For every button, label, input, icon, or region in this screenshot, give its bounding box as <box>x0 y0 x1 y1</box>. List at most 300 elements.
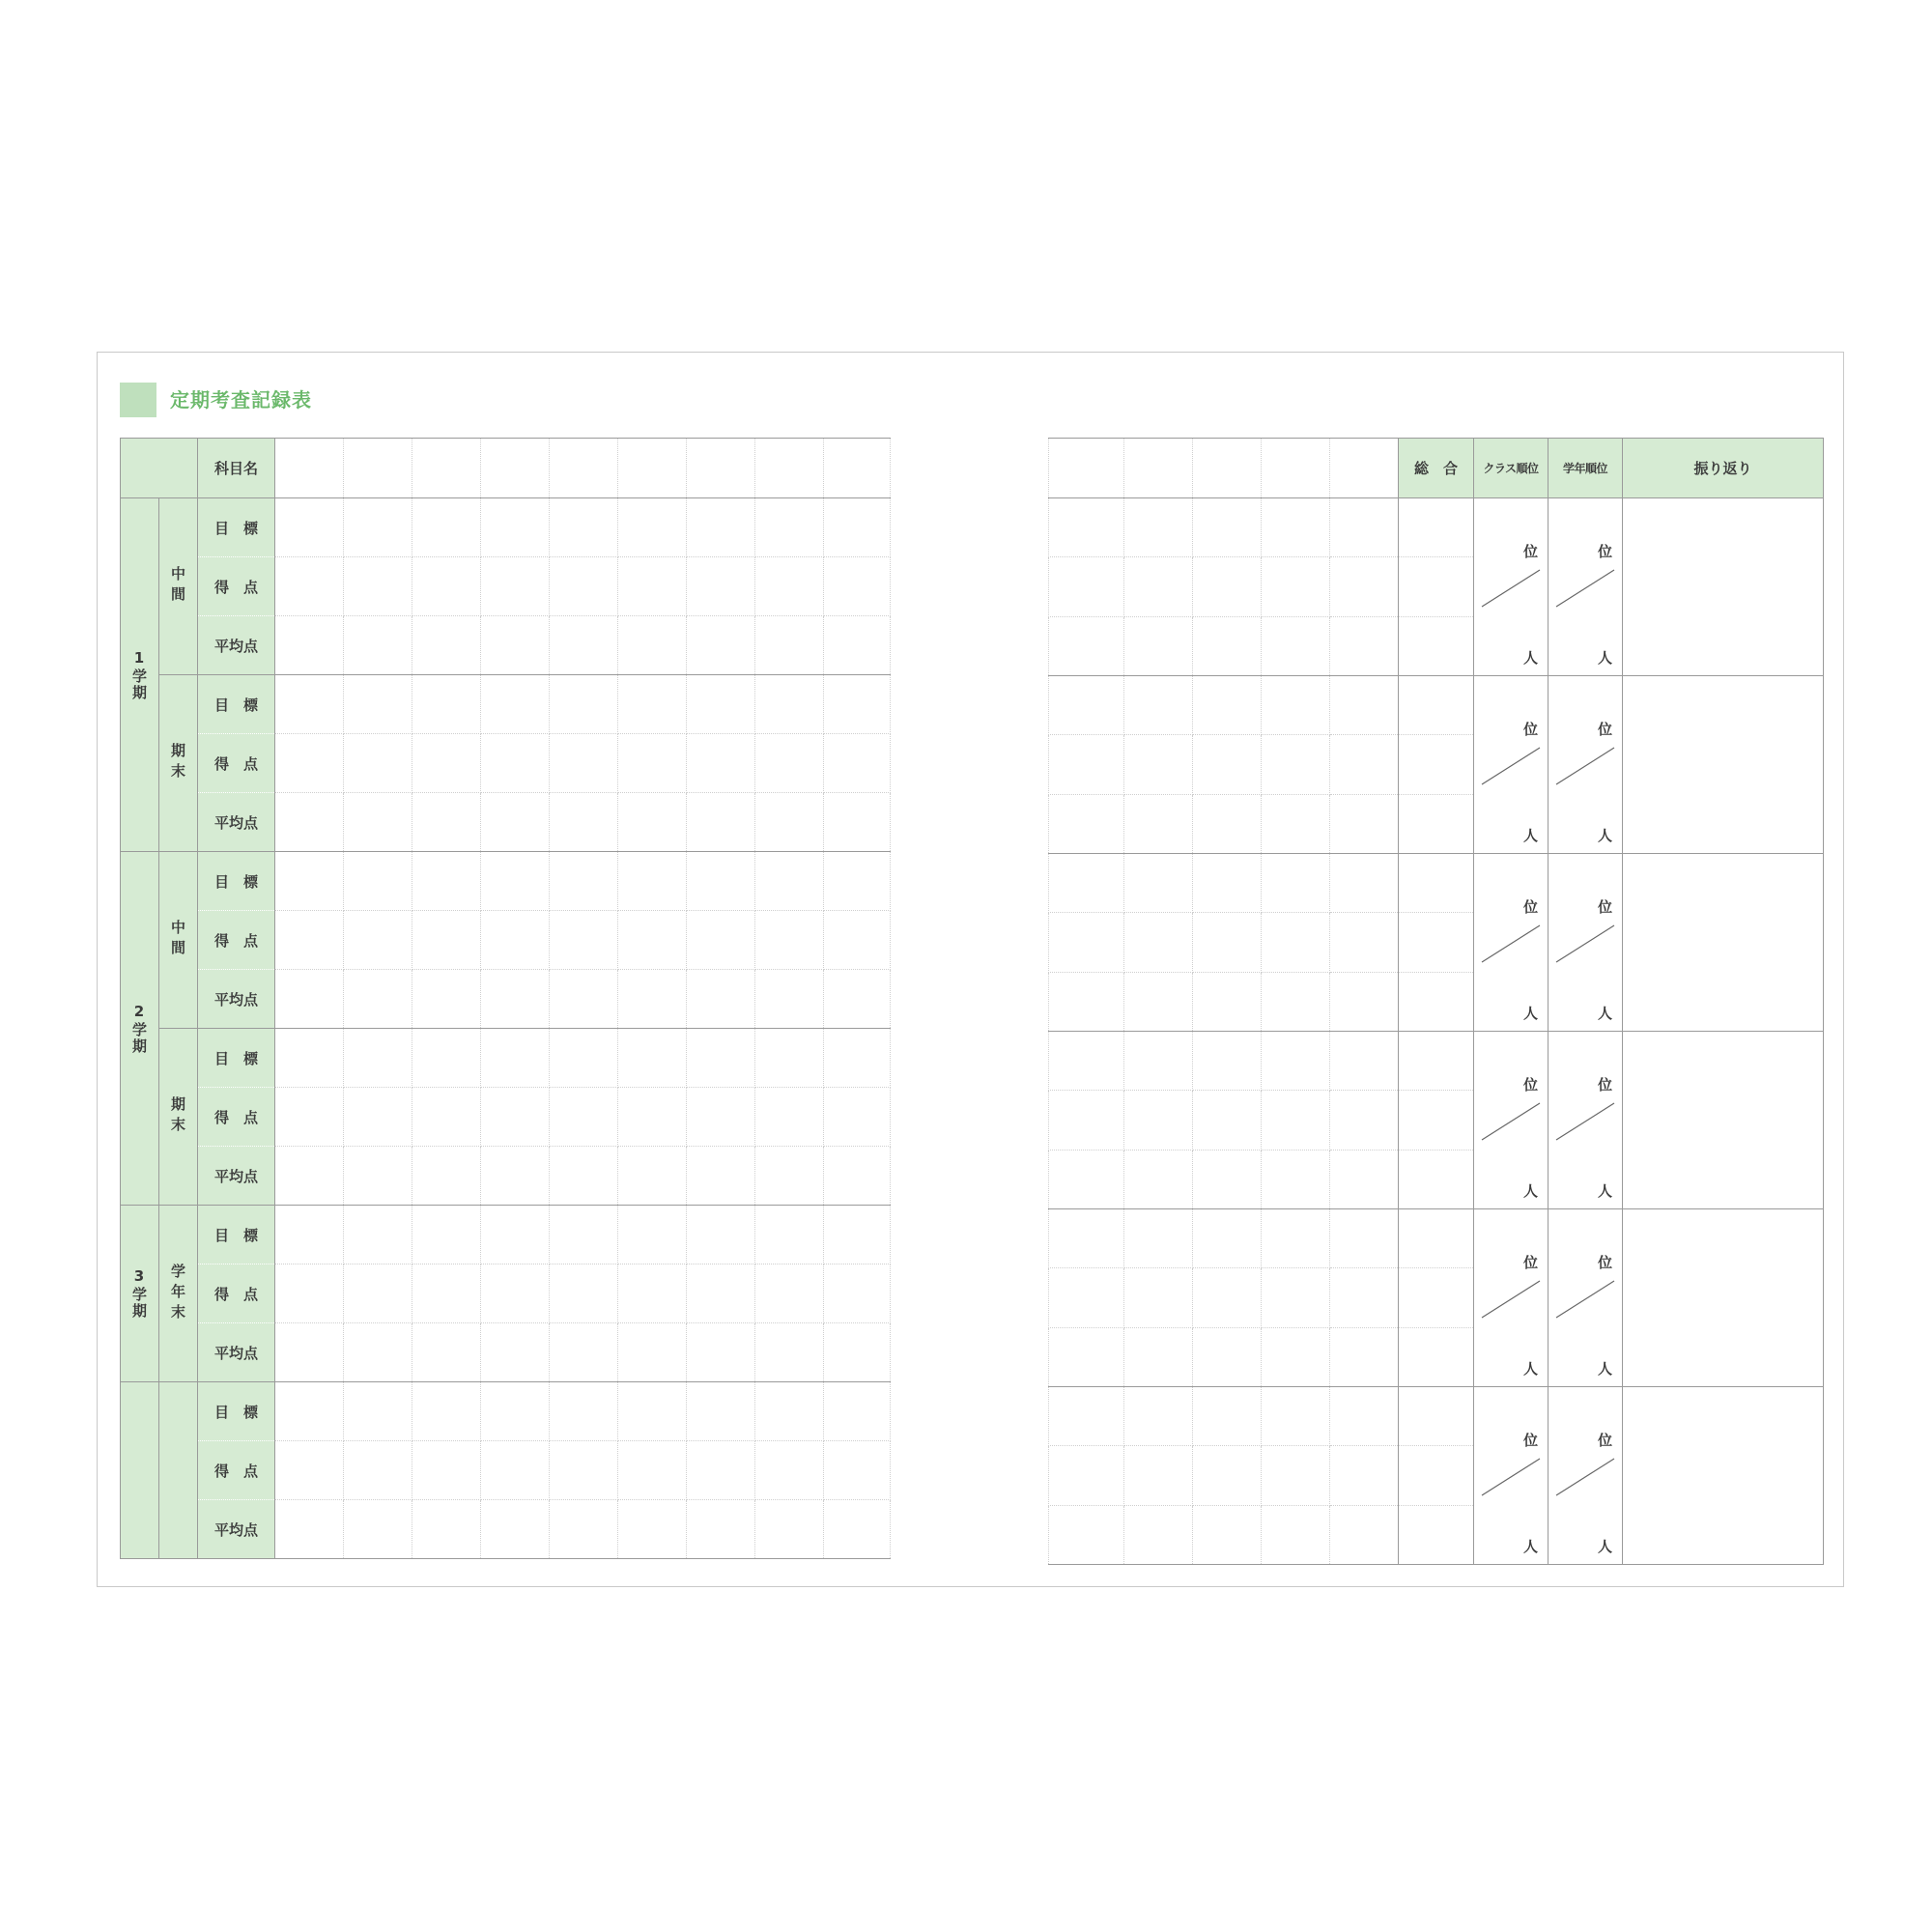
score-cell[interactable] <box>1193 557 1262 616</box>
score-cell[interactable] <box>824 1264 891 1323</box>
score-cell[interactable] <box>1193 913 1262 972</box>
score-cell[interactable] <box>1049 1091 1124 1150</box>
score-cell[interactable] <box>618 793 687 852</box>
score-cell[interactable] <box>344 1441 412 1500</box>
score-cell[interactable] <box>687 911 755 970</box>
score-cell[interactable] <box>1262 1387 1330 1446</box>
score-cell[interactable] <box>1262 972 1330 1031</box>
score-cell[interactable] <box>1193 498 1262 557</box>
score-cell[interactable] <box>481 1088 550 1147</box>
score-cell[interactable] <box>1262 1209 1330 1268</box>
score-cell[interactable] <box>275 852 344 911</box>
score-cell[interactable] <box>1124 735 1193 794</box>
total-score-cell[interactable] <box>1399 1387 1474 1446</box>
subject-name-input[interactable] <box>481 439 550 498</box>
score-cell[interactable] <box>1193 1150 1262 1208</box>
score-cell[interactable] <box>481 1382 550 1441</box>
class-rank-cell[interactable] <box>1474 1032 1548 1209</box>
score-cell[interactable] <box>824 1500 891 1559</box>
score-cell[interactable] <box>1262 735 1330 794</box>
score-cell[interactable] <box>755 1264 824 1323</box>
score-cell[interactable] <box>618 675 687 734</box>
score-cell[interactable] <box>1262 1327 1330 1386</box>
score-cell[interactable] <box>481 852 550 911</box>
score-cell[interactable] <box>618 970 687 1029</box>
score-cell[interactable] <box>275 1323 344 1382</box>
score-cell[interactable] <box>1049 854 1124 913</box>
score-cell[interactable] <box>618 616 687 675</box>
subject-name-input[interactable] <box>412 439 481 498</box>
score-cell[interactable] <box>1049 735 1124 794</box>
total-score-cell[interactable] <box>1399 913 1474 972</box>
score-cell[interactable] <box>687 1382 755 1441</box>
score-cell[interactable] <box>1193 735 1262 794</box>
score-cell[interactable] <box>618 1029 687 1088</box>
score-cell[interactable] <box>618 498 687 557</box>
score-cell[interactable] <box>1124 1032 1193 1091</box>
score-cell[interactable] <box>1262 794 1330 853</box>
score-cell[interactable] <box>412 498 481 557</box>
score-cell[interactable] <box>1049 1150 1124 1208</box>
score-cell[interactable] <box>275 1206 344 1264</box>
score-cell[interactable] <box>275 970 344 1029</box>
score-cell[interactable] <box>824 1088 891 1147</box>
score-cell[interactable] <box>1193 676 1262 735</box>
score-cell[interactable] <box>1193 1505 1262 1564</box>
score-cell[interactable] <box>824 1206 891 1264</box>
score-cell[interactable] <box>275 616 344 675</box>
score-cell[interactable] <box>755 911 824 970</box>
grade-rank-cell[interactable] <box>1548 1209 1623 1387</box>
score-cell[interactable] <box>550 793 618 852</box>
score-cell[interactable] <box>275 734 344 793</box>
score-cell[interactable] <box>755 793 824 852</box>
score-cell[interactable] <box>1262 1150 1330 1208</box>
score-cell[interactable] <box>1124 913 1193 972</box>
score-cell[interactable] <box>1124 1327 1193 1386</box>
score-cell[interactable] <box>1262 616 1330 675</box>
score-cell[interactable] <box>412 911 481 970</box>
score-cell[interactable] <box>1262 1446 1330 1505</box>
total-score-cell[interactable] <box>1399 676 1474 735</box>
score-cell[interactable] <box>1049 1505 1124 1564</box>
score-cell[interactable] <box>550 675 618 734</box>
score-cell[interactable] <box>618 852 687 911</box>
class-rank-cell[interactable] <box>1474 498 1548 676</box>
reflection-cell[interactable] <box>1623 1387 1824 1565</box>
score-cell[interactable] <box>1193 1446 1262 1505</box>
score-cell[interactable] <box>344 1500 412 1559</box>
score-cell[interactable] <box>1049 616 1124 675</box>
score-cell[interactable] <box>275 675 344 734</box>
grade-rank-cell[interactable] <box>1548 1387 1623 1565</box>
score-cell[interactable] <box>1049 794 1124 853</box>
score-cell[interactable] <box>550 970 618 1029</box>
reflection-cell[interactable] <box>1623 854 1824 1032</box>
score-cell[interactable] <box>755 1088 824 1147</box>
score-cell[interactable] <box>412 1147 481 1206</box>
subject-name-input[interactable] <box>1330 439 1399 498</box>
score-cell[interactable] <box>1330 557 1399 616</box>
score-cell[interactable] <box>1049 1446 1124 1505</box>
score-cell[interactable] <box>275 1441 344 1500</box>
score-cell[interactable] <box>1330 616 1399 675</box>
score-cell[interactable] <box>687 1147 755 1206</box>
score-cell[interactable] <box>344 734 412 793</box>
score-cell[interactable] <box>1193 1091 1262 1150</box>
score-cell[interactable] <box>344 970 412 1029</box>
subject-name-input[interactable] <box>824 439 891 498</box>
score-cell[interactable] <box>824 675 891 734</box>
score-cell[interactable] <box>1193 972 1262 1031</box>
score-cell[interactable] <box>275 1088 344 1147</box>
total-score-cell[interactable] <box>1399 1446 1474 1505</box>
score-cell[interactable] <box>755 1147 824 1206</box>
grade-rank-cell[interactable] <box>1548 854 1623 1032</box>
score-cell[interactable] <box>344 1264 412 1323</box>
score-cell[interactable] <box>1330 1091 1399 1150</box>
score-cell[interactable] <box>1193 1209 1262 1268</box>
score-cell[interactable] <box>550 1029 618 1088</box>
score-cell[interactable] <box>1330 1150 1399 1208</box>
score-cell[interactable] <box>687 970 755 1029</box>
score-cell[interactable] <box>1193 854 1262 913</box>
grade-rank-cell[interactable] <box>1548 498 1623 676</box>
score-cell[interactable] <box>1330 1268 1399 1327</box>
score-cell[interactable] <box>1049 676 1124 735</box>
score-cell[interactable] <box>412 1500 481 1559</box>
score-cell[interactable] <box>481 675 550 734</box>
score-cell[interactable] <box>550 852 618 911</box>
score-cell[interactable] <box>824 734 891 793</box>
score-cell[interactable] <box>412 1029 481 1088</box>
score-cell[interactable] <box>824 970 891 1029</box>
subject-name-input[interactable] <box>618 439 687 498</box>
score-cell[interactable] <box>344 1323 412 1382</box>
score-cell[interactable] <box>481 557 550 616</box>
score-cell[interactable] <box>1330 676 1399 735</box>
score-cell[interactable] <box>550 1147 618 1206</box>
score-cell[interactable] <box>550 557 618 616</box>
class-rank-cell[interactable] <box>1474 676 1548 854</box>
score-cell[interactable] <box>618 1264 687 1323</box>
score-cell[interactable] <box>1330 972 1399 1031</box>
score-cell[interactable] <box>344 793 412 852</box>
score-cell[interactable] <box>1049 972 1124 1031</box>
score-cell[interactable] <box>824 852 891 911</box>
total-score-cell[interactable] <box>1399 616 1474 675</box>
score-cell[interactable] <box>1124 676 1193 735</box>
score-cell[interactable] <box>412 616 481 675</box>
score-cell[interactable] <box>755 557 824 616</box>
score-cell[interactable] <box>618 734 687 793</box>
score-cell[interactable] <box>1049 1209 1124 1268</box>
score-cell[interactable] <box>755 1441 824 1500</box>
score-cell[interactable] <box>550 911 618 970</box>
score-cell[interactable] <box>550 1088 618 1147</box>
score-cell[interactable] <box>1049 1387 1124 1446</box>
score-cell[interactable] <box>824 1147 891 1206</box>
score-cell[interactable] <box>687 498 755 557</box>
score-cell[interactable] <box>1193 794 1262 853</box>
score-cell[interactable] <box>687 734 755 793</box>
subject-name-input[interactable] <box>550 439 618 498</box>
score-cell[interactable] <box>550 1382 618 1441</box>
subject-name-input[interactable] <box>687 439 755 498</box>
score-cell[interactable] <box>1330 913 1399 972</box>
score-cell[interactable] <box>1049 1032 1124 1091</box>
score-cell[interactable] <box>1193 1268 1262 1327</box>
score-cell[interactable] <box>550 1441 618 1500</box>
score-cell[interactable] <box>687 1088 755 1147</box>
subject-name-input[interactable] <box>275 439 344 498</box>
score-cell[interactable] <box>1262 854 1330 913</box>
score-cell[interactable] <box>481 1441 550 1500</box>
score-cell[interactable] <box>1193 616 1262 675</box>
score-cell[interactable] <box>481 793 550 852</box>
score-cell[interactable] <box>1330 1505 1399 1564</box>
score-cell[interactable] <box>344 1382 412 1441</box>
score-cell[interactable] <box>1330 498 1399 557</box>
score-cell[interactable] <box>1262 1032 1330 1091</box>
score-cell[interactable] <box>1049 1268 1124 1327</box>
score-cell[interactable] <box>687 1206 755 1264</box>
score-cell[interactable] <box>344 557 412 616</box>
score-cell[interactable] <box>412 1382 481 1441</box>
score-cell[interactable] <box>1193 1327 1262 1386</box>
score-cell[interactable] <box>412 734 481 793</box>
score-cell[interactable] <box>481 1323 550 1382</box>
score-cell[interactable] <box>1124 498 1193 557</box>
score-cell[interactable] <box>755 1500 824 1559</box>
score-cell[interactable] <box>1193 1032 1262 1091</box>
total-score-cell[interactable] <box>1399 794 1474 853</box>
score-cell[interactable] <box>687 616 755 675</box>
score-cell[interactable] <box>824 1029 891 1088</box>
score-cell[interactable] <box>1330 1209 1399 1268</box>
score-cell[interactable] <box>1330 1446 1399 1505</box>
reflection-cell[interactable] <box>1623 676 1824 854</box>
score-cell[interactable] <box>1330 854 1399 913</box>
score-cell[interactable] <box>481 1147 550 1206</box>
subject-name-input[interactable] <box>1049 439 1124 498</box>
score-cell[interactable] <box>618 1382 687 1441</box>
score-cell[interactable] <box>1330 735 1399 794</box>
total-score-cell[interactable] <box>1399 972 1474 1031</box>
score-cell[interactable] <box>1262 913 1330 972</box>
score-cell[interactable] <box>618 911 687 970</box>
class-rank-cell[interactable] <box>1474 1387 1548 1565</box>
score-cell[interactable] <box>344 852 412 911</box>
score-cell[interactable] <box>824 1382 891 1441</box>
score-cell[interactable] <box>755 970 824 1029</box>
total-score-cell[interactable] <box>1399 735 1474 794</box>
score-cell[interactable] <box>755 852 824 911</box>
score-cell[interactable] <box>1330 1387 1399 1446</box>
total-score-cell[interactable] <box>1399 1032 1474 1091</box>
subject-name-input[interactable] <box>1262 439 1330 498</box>
score-cell[interactable] <box>824 1441 891 1500</box>
score-cell[interactable] <box>1124 1268 1193 1327</box>
score-cell[interactable] <box>344 1147 412 1206</box>
score-cell[interactable] <box>344 911 412 970</box>
score-cell[interactable] <box>275 1264 344 1323</box>
subject-name-input[interactable] <box>1193 439 1262 498</box>
score-cell[interactable] <box>1262 1091 1330 1150</box>
score-cell[interactable] <box>275 1500 344 1559</box>
subject-name-input[interactable] <box>1124 439 1193 498</box>
score-cell[interactable] <box>618 557 687 616</box>
score-cell[interactable] <box>412 793 481 852</box>
score-cell[interactable] <box>275 1382 344 1441</box>
reflection-cell[interactable] <box>1623 1209 1824 1387</box>
score-cell[interactable] <box>550 1323 618 1382</box>
score-cell[interactable] <box>1124 972 1193 1031</box>
score-cell[interactable] <box>1330 1032 1399 1091</box>
score-cell[interactable] <box>824 616 891 675</box>
score-cell[interactable] <box>1262 557 1330 616</box>
score-cell[interactable] <box>755 1206 824 1264</box>
score-cell[interactable] <box>687 1441 755 1500</box>
score-cell[interactable] <box>824 793 891 852</box>
score-cell[interactable] <box>687 852 755 911</box>
score-cell[interactable] <box>344 1206 412 1264</box>
reflection-cell[interactable] <box>1623 498 1824 676</box>
score-cell[interactable] <box>618 1441 687 1500</box>
score-cell[interactable] <box>1193 1387 1262 1446</box>
score-cell[interactable] <box>275 1147 344 1206</box>
score-cell[interactable] <box>481 1500 550 1559</box>
score-cell[interactable] <box>412 1264 481 1323</box>
grade-rank-cell[interactable] <box>1548 676 1623 854</box>
score-cell[interactable] <box>1124 557 1193 616</box>
score-cell[interactable] <box>755 616 824 675</box>
class-rank-cell[interactable] <box>1474 854 1548 1032</box>
score-cell[interactable] <box>550 734 618 793</box>
score-cell[interactable] <box>481 734 550 793</box>
score-cell[interactable] <box>344 675 412 734</box>
grade-rank-cell[interactable] <box>1548 1032 1623 1209</box>
subject-name-input[interactable] <box>344 439 412 498</box>
score-cell[interactable] <box>481 1206 550 1264</box>
score-cell[interactable] <box>1330 794 1399 853</box>
score-cell[interactable] <box>481 1264 550 1323</box>
score-cell[interactable] <box>618 1088 687 1147</box>
score-cell[interactable] <box>824 498 891 557</box>
score-cell[interactable] <box>618 1500 687 1559</box>
score-cell[interactable] <box>755 1382 824 1441</box>
score-cell[interactable] <box>824 1323 891 1382</box>
score-cell[interactable] <box>1049 913 1124 972</box>
score-cell[interactable] <box>275 1029 344 1088</box>
score-cell[interactable] <box>618 1206 687 1264</box>
score-cell[interactable] <box>412 970 481 1029</box>
score-cell[interactable] <box>1262 676 1330 735</box>
score-cell[interactable] <box>412 852 481 911</box>
score-cell[interactable] <box>687 1500 755 1559</box>
score-cell[interactable] <box>412 1088 481 1147</box>
score-cell[interactable] <box>481 616 550 675</box>
score-cell[interactable] <box>755 498 824 557</box>
score-cell[interactable] <box>1124 1446 1193 1505</box>
score-cell[interactable] <box>412 1323 481 1382</box>
score-cell[interactable] <box>755 675 824 734</box>
total-score-cell[interactable] <box>1399 854 1474 913</box>
score-cell[interactable] <box>1262 1505 1330 1564</box>
score-cell[interactable] <box>1049 1327 1124 1386</box>
total-score-cell[interactable] <box>1399 498 1474 557</box>
score-cell[interactable] <box>1124 1091 1193 1150</box>
total-score-cell[interactable] <box>1399 1150 1474 1208</box>
subject-name-input[interactable] <box>755 439 824 498</box>
score-cell[interactable] <box>687 557 755 616</box>
score-cell[interactable] <box>755 734 824 793</box>
score-cell[interactable] <box>1124 1505 1193 1564</box>
score-cell[interactable] <box>824 911 891 970</box>
total-score-cell[interactable] <box>1399 557 1474 616</box>
total-score-cell[interactable] <box>1399 1327 1474 1386</box>
score-cell[interactable] <box>412 1206 481 1264</box>
score-cell[interactable] <box>618 1323 687 1382</box>
score-cell[interactable] <box>824 557 891 616</box>
score-cell[interactable] <box>550 1500 618 1559</box>
score-cell[interactable] <box>481 498 550 557</box>
total-score-cell[interactable] <box>1399 1505 1474 1564</box>
score-cell[interactable] <box>275 911 344 970</box>
score-cell[interactable] <box>412 675 481 734</box>
score-cell[interactable] <box>1124 1387 1193 1446</box>
score-cell[interactable] <box>687 1264 755 1323</box>
score-cell[interactable] <box>1124 794 1193 853</box>
score-cell[interactable] <box>1262 498 1330 557</box>
score-cell[interactable] <box>687 675 755 734</box>
total-score-cell[interactable] <box>1399 1091 1474 1150</box>
score-cell[interactable] <box>1124 854 1193 913</box>
score-cell[interactable] <box>618 1147 687 1206</box>
score-cell[interactable] <box>344 1088 412 1147</box>
score-cell[interactable] <box>344 498 412 557</box>
score-cell[interactable] <box>481 911 550 970</box>
score-cell[interactable] <box>755 1323 824 1382</box>
score-cell[interactable] <box>550 1206 618 1264</box>
class-rank-cell[interactable] <box>1474 1209 1548 1387</box>
score-cell[interactable] <box>344 616 412 675</box>
score-cell[interactable] <box>1124 1150 1193 1208</box>
score-cell[interactable] <box>412 557 481 616</box>
score-cell[interactable] <box>481 1029 550 1088</box>
score-cell[interactable] <box>275 793 344 852</box>
total-score-cell[interactable] <box>1399 1209 1474 1268</box>
score-cell[interactable] <box>687 1029 755 1088</box>
score-cell[interactable] <box>1262 1268 1330 1327</box>
score-cell[interactable] <box>412 1441 481 1500</box>
total-score-cell[interactable] <box>1399 1268 1474 1327</box>
score-cell[interactable] <box>1124 1209 1193 1268</box>
score-cell[interactable] <box>550 616 618 675</box>
score-cell[interactable] <box>1049 498 1124 557</box>
score-cell[interactable] <box>755 1029 824 1088</box>
score-cell[interactable] <box>1049 557 1124 616</box>
score-cell[interactable] <box>275 498 344 557</box>
score-cell[interactable] <box>550 1264 618 1323</box>
score-cell[interactable] <box>687 1323 755 1382</box>
score-cell[interactable] <box>1124 616 1193 675</box>
score-cell[interactable] <box>275 557 344 616</box>
score-cell[interactable] <box>687 793 755 852</box>
score-cell[interactable] <box>550 498 618 557</box>
score-cell[interactable] <box>1330 1327 1399 1386</box>
score-cell[interactable] <box>344 1029 412 1088</box>
